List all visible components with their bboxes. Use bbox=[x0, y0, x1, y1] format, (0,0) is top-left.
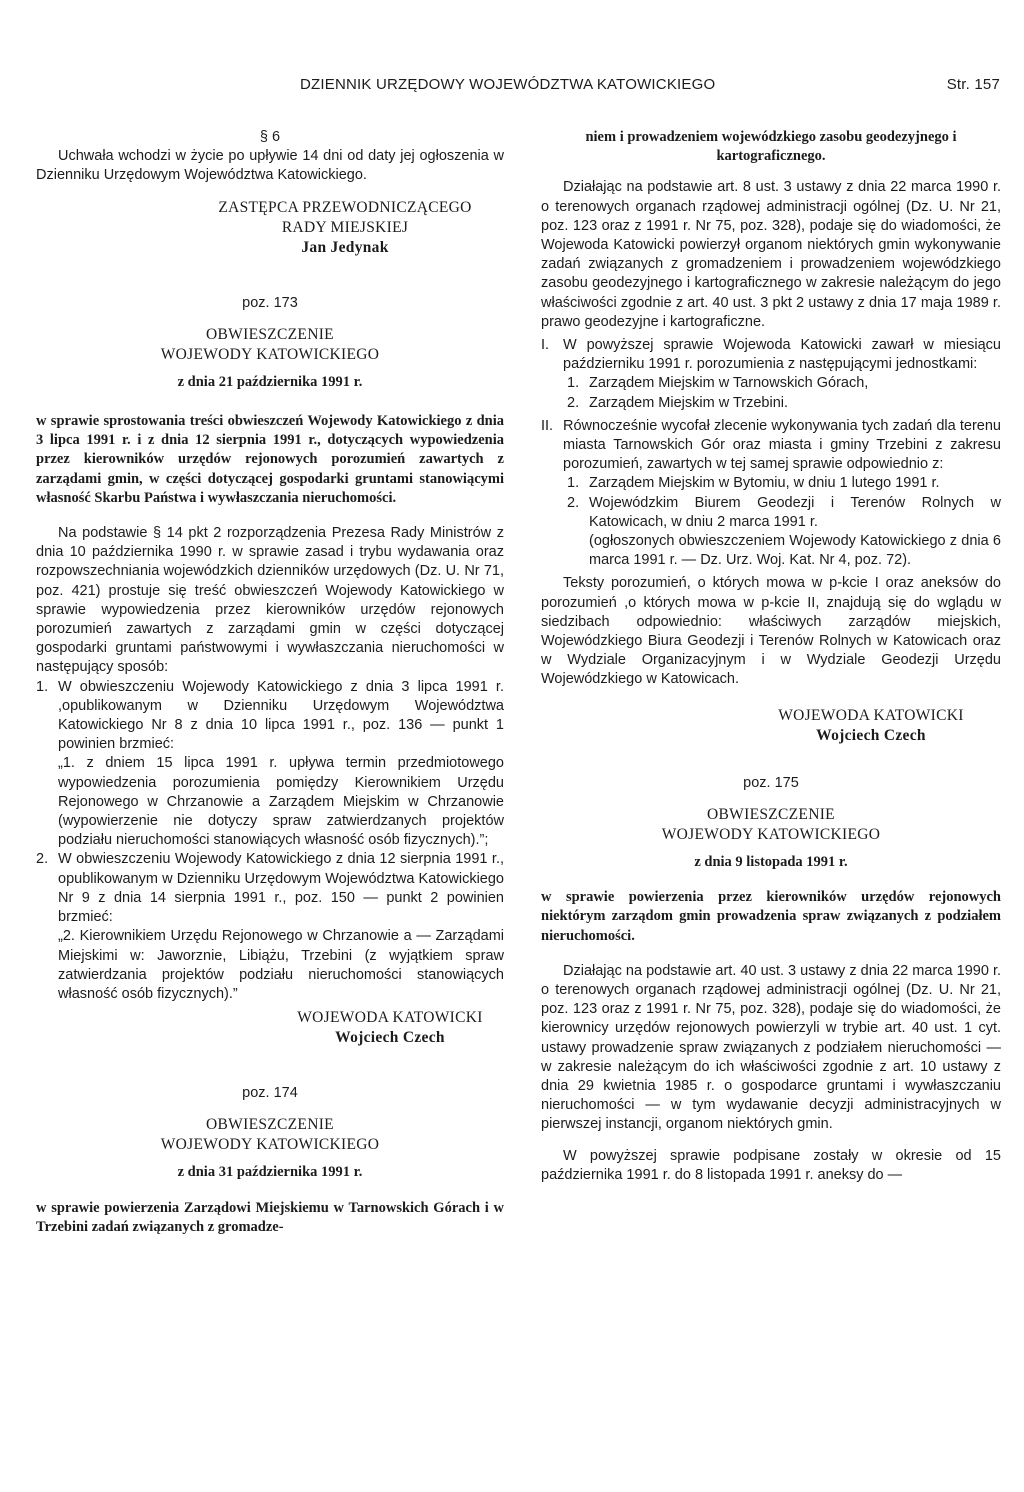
sub-item-text: Wojewódzkim Biurem Geodezji i Terenów Rolnych w Katowicach, w dniu 2 marca 1991 r. bbox=[589, 494, 1001, 530]
sub-item bbox=[541, 374, 1001, 393]
signatory-name: Jan Jedynak bbox=[301, 238, 389, 256]
position-173: poz. 173 bbox=[242, 294, 298, 311]
signatory-title: WOJEWODA KATOWICKI bbox=[297, 1009, 483, 1027]
sub-note bbox=[541, 532, 1001, 570]
signature-block-1 bbox=[186, 198, 504, 258]
journal-title: DZIENNIK URZĘDOWY WOJEWÓDZTWA KATOWICKIEGO bbox=[300, 76, 716, 93]
sub-item-text: Zarządem Miejskim w Tarnowskich Górach, bbox=[589, 375, 869, 392]
position-175: poz. 175 bbox=[743, 774, 799, 791]
notice-175-body: Działając na podstawie art. 40 ust. 3 ustawy z dnia 22 marca 1990 r. o terenowych organach rządowej administracji ogólnej (Dz. U. Nr 21, poz. 123 oraz z 1991 r. Nr 75, poz. 328), podaje się do wiadomości, że kierownicy urzędów rejonowych powierzyli w trybie art. 40 ust. 1 cyt. ustawy prowadzenie spraw związanych z podziałem nieruchomości — w zakresie należącym do ich właściwości zgodnie z art. 10 ustawy z dnia 29 kwietnia 1985 r. o gospodarce gruntami i wywłaszczaniu nieruchomości — w tym wydawanie decyzji administracyjnych w pierwszej instancji, organom niektórych gmin. bbox=[541, 962, 1001, 1133]
notice-173-subject: w sprawie sprostowania treści obwieszczeń Wojewody Katowickiego z dnia 3 lipca 1991 r. i z dnia 12 sierpnia 1991 r., dotyczących wypowiedzenia przez kierowników urzędów rejonowych porozumień zawartych z zarządami gmin, w części dotyczącej gospodarki gruntami stanowiącymi własność Skarbu Państwa i wywłaszczania nieruchomości. bbox=[36, 413, 504, 506]
list-item-text: W obwieszczeniu Wojewody Katowickiego z dnia 12 sierpnia 1991 r., opublikowanym w Dzienniku Urzędowym Województwa Katowickiego Nr 9 z dnia 14 sierpnia 1991 r., poz. 150 — punkt 2 powinien brzmieć: bbox=[58, 851, 504, 926]
sub-item-number: 2. bbox=[567, 494, 580, 511]
notice-174-date: z dnia 31 października 1991 r. bbox=[177, 1164, 363, 1181]
signatory-title: ZASTĘPCA PRZEWODNICZĄCEGO bbox=[218, 198, 472, 216]
section-mark: § 6 bbox=[259, 129, 281, 145]
notice-175-title: OBWIESZCZENIE bbox=[707, 805, 835, 823]
left-column bbox=[36, 128, 504, 1237]
list-item-number: 1. bbox=[36, 678, 49, 695]
list-item-2 bbox=[36, 850, 504, 1004]
notice-173-title: OBWIESZCZENIE bbox=[206, 325, 334, 343]
notice-174-subject: w sprawie powierzenia Zarządowi Miejskiemu w Tarnowskich Górach i w Trzebini zadań związanych z gromadze- bbox=[36, 1199, 504, 1235]
notice-175-issuer: WOJEWODY KATOWICKIEGO bbox=[661, 825, 881, 843]
signature-block-2 bbox=[276, 1008, 504, 1048]
notice-173-date: z dnia 21 października 1991 r. bbox=[177, 373, 363, 390]
signature-block-3 bbox=[741, 706, 1001, 746]
sub-note-text: (ogłoszonych obwieszczeniem Wojewody Katowickiego z dnia 6 marca 1991 r. — Dz. Urz. Woj. Kat. Nr 4, poz. 72). bbox=[589, 533, 1001, 569]
list-item-number: 2. bbox=[36, 851, 49, 868]
quoted-text: „1. z dniem 15 lipca 1991 r. upływa termin przedmiotowego wypowiedzenia porozumienia pomiędzy Kierownikiem Urzędu Rejonowego w Chrzanowie a Zarządem Miejskim w Chrzanowie (wypowierzenie nie dotyczy spraw zatwierdzanych projektów podziału nieruchomości stanowiących własność osób fizycznych).”; bbox=[58, 755, 504, 849]
notice-174-title: OBWIESZCZENIE bbox=[206, 1116, 334, 1134]
roman-item-text: Równocześnie wycofał zlecenie wykonywania tych zadań dla terenu miasta Tarnowskich Gór oraz miasta i gminy Trzebini z zakresu porozumień, zawartych w tej samej sprawie odpowiednio z: bbox=[563, 417, 1001, 473]
roman-number: I. bbox=[541, 337, 550, 354]
roman-item-text: W powyższej sprawie Wojewoda Katowicki zawarł w miesiącu październiku 1991 r. porozumienia z następującymi jednostkami: bbox=[563, 337, 1001, 373]
notice-175-date: z dnia 9 listopada 1991 r. bbox=[694, 853, 848, 870]
roman-number: II. bbox=[541, 417, 554, 434]
page-header bbox=[300, 76, 1000, 98]
notice-174-body: Działając na podstawie art. 8 ust. 3 ustawy z dnia 22 marca 1990 r. o terenowych organach rządowej administracji ogólnej (Dz. U. Nr 21, poz. 123 oraz z 1991 r. Nr 75, poz. 328), podaje się do wiadomości, że Wojewoda Katowicki powierzył organom niektórych gmin wykonywanie zadań związanych z gromadzeniem i prowadzeniem wojewódzkiego zasobu geodezyjnego i kartograficznego w zakresie należącym do jego właściwości zgodnie z art. 40 ust. 3 pkt 2 ustawy z dnia 17 maja 1989 r. prawo geodezyjne i kartograficzne. bbox=[541, 179, 1001, 330]
sub-item-text: Zarządem Miejskim w Trzebini. bbox=[589, 394, 789, 411]
notice-174-body-2: Teksty porozumień, o których mowa w p-kcie I oraz aneksów do porozumień ,o których mowa w p-kcie II, znajdują się do wglądu w siedzibach odpowiednio: właściwych zarządów miejskich, Wojewódzkiego Biura Geodezji i Terenów Rolnych w Katowicach oraz w Wydziale Organizacyjnym i w Wydziale Geodezji Urzędu Wojewódzkiego w Katowicach. bbox=[541, 575, 1001, 688]
sub-item bbox=[541, 474, 1001, 493]
list-item-1 bbox=[36, 678, 504, 851]
position-174: poz. 174 bbox=[242, 1085, 298, 1102]
notice-175-subject: w sprawie powierzenia przez kierowników urzędów rejonowych niektórym zarządom gmin prowadzenia spraw związanych z podziałem nieruchomości. bbox=[541, 889, 1001, 944]
signatory-name: Wojciech Czech bbox=[816, 726, 926, 744]
roman-item-1 bbox=[541, 336, 1001, 374]
notice-173-issuer: WOJEWODY KATOWICKIEGO bbox=[160, 345, 380, 363]
notice-174-subject-cont: niem i prowadzeniem wojewódzkiego zasobu geodezyjnego i kartograficznego. bbox=[585, 129, 957, 165]
sub-item bbox=[541, 394, 1001, 413]
signatory-body: RADY MIEJSKIEJ bbox=[281, 218, 409, 236]
quoted-text: „2. Kierownikiem Urzędu Rejonowego w Chrzanowie a — Zarządami Miejskimi w: Jaworznie, Libiążu, Trzebini (z wyjątkiem spraw zatwierdzania projektów podziału nieruchomości stanowiących własność osób fizycznych).” bbox=[58, 928, 504, 1002]
sub-item-number: 1. bbox=[567, 375, 580, 392]
notice-174-issuer: WOJEWODY KATOWICKIEGO bbox=[160, 1136, 380, 1154]
notice-173-body: Na podstawie § 14 pkt 2 rozporządzenia Prezesa Rady Ministrów z dnia 10 października 1990 r. w sprawie zasad i trybu wydawania oraz rozpowszechniania wojewódzkich dzienników urzędowych (Dz. U. Nr 71, poz. 421) prostuje się treść obwieszczeń Wojewody Katowickiego w sprawie wypowiedzenia przez kierowników urzędów rejonowych porozumień zawartych z zarządami gmin w części dotyczącej gospodarki gruntami państwowymi i wywłaszczania nieruchomości w następujący sposób: bbox=[36, 525, 504, 676]
list-item-text: W obwieszczeniu Wojewody Katowickiego z dnia 3 lipca 1991 r. ,opublikowanym w Dzienniku Urzędowym Województwa Katowickiego Nr 8 z dnia 10 lipca 1991 r., poz. 136 — punkt 1 powinien brzmieć: bbox=[58, 678, 504, 753]
sub-item-number: 1. bbox=[567, 475, 580, 492]
page-number: Str. 157 bbox=[946, 76, 1000, 93]
sub-item-number: 2. bbox=[567, 394, 580, 411]
signatory-title: WOJEWODA KATOWICKI bbox=[778, 706, 964, 724]
signatory-name: Wojciech Czech bbox=[335, 1029, 445, 1047]
sub-item bbox=[541, 494, 1001, 532]
section-text: Uchwała wchodzi w życie po upływie 14 dni od daty jej ogłoszenia w Dzienniku Urzędowym Województwa Katowickiego. bbox=[36, 148, 504, 184]
sub-item-text: Zarządem Miejskim w Bytomiu, w dniu 1 lutego 1991 r. bbox=[589, 475, 940, 492]
notice-175-body-2: W powyższej sprawie podpisane zostały w okresie od 15 października 1991 r. do 8 listopada 1991 r. aneksy do — bbox=[541, 1147, 1001, 1183]
roman-item-2 bbox=[541, 417, 1001, 475]
right-column bbox=[541, 128, 1001, 1185]
